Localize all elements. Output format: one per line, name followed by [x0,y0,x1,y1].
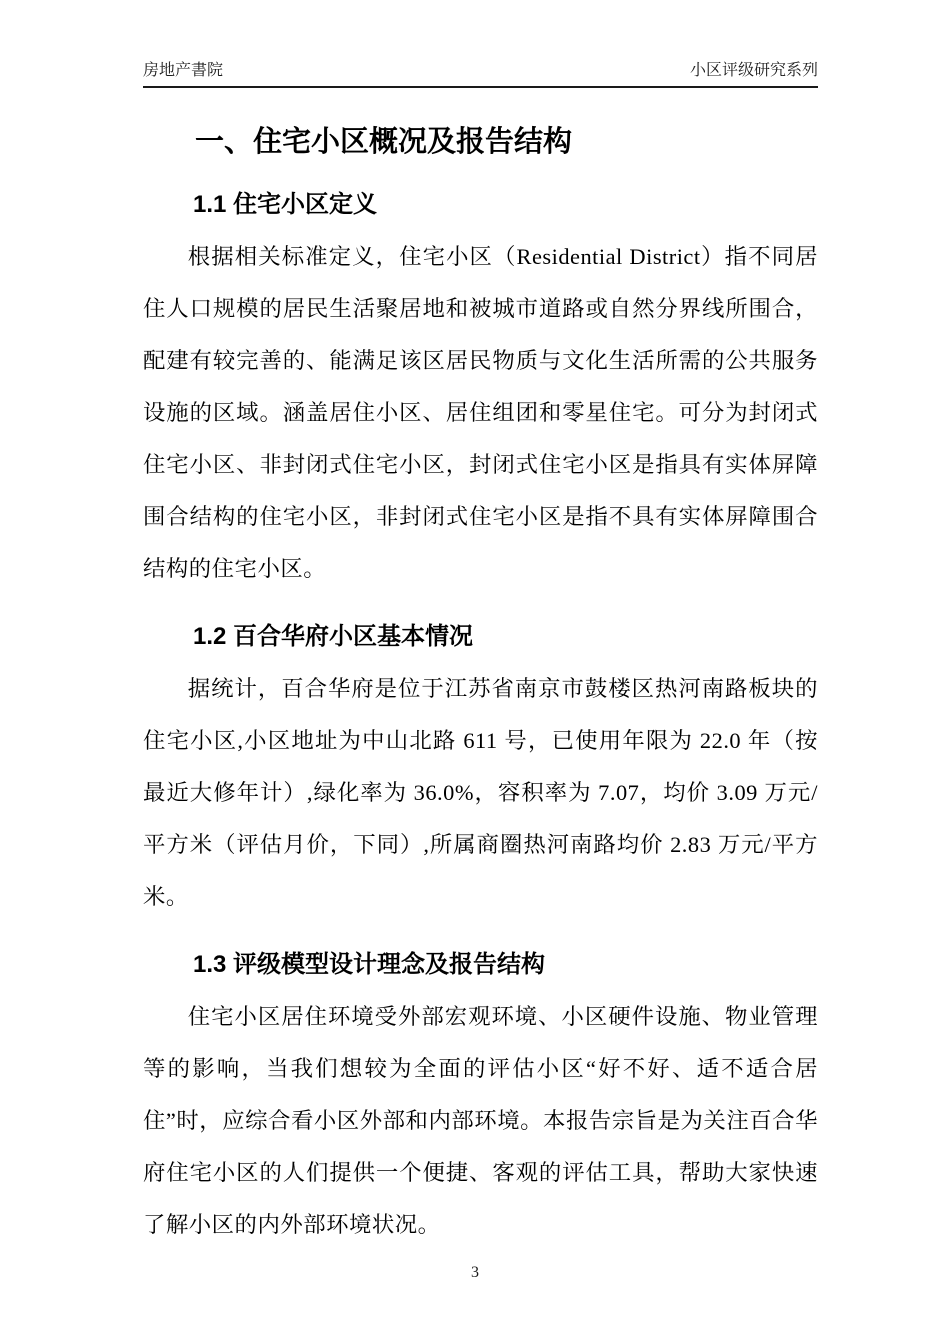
section-1-1-paragraph: 根据相关标准定义，住宅小区（Residential District）指不同居住人口规模的居民生活聚居地和被城市道路或自然分界线所围合，配建有较完善的、能满足该区居民物质与文化生活所需的公共服务设施的区域。涵盖居住小区、居住组团和零星住宅。可分为封闭式住宅小区、非封闭式住宅小区，封闭式住宅小区是指具有实体屏障围合结构的住宅小区，非封闭式住宅小区是指不具有实体屏障围合结构的住宅小区。 [143,244,818,581]
header-right-text: 小区评级研究系列 [689,62,818,79]
header-left-text: 房地产書院 [143,62,224,79]
section-heading-1-1: 1.1 住宅小区定义 [193,191,378,218]
section-1-2-paragraph: 据统计，百合华府是位于江苏省南京市鼓楼区热河南路板块的住宅小区,小区地址为中山北路 611 号，已使用年限为 22.0 年（按最近大修年计）,绿化率为 36.0%，容积率为 7.07，均价 3.09 万元/平方米（评估月价，下同）,所属商圈热河南路均价 2.83 万元/平方米。 [143,676,818,909]
chapter-title: 一、住宅小区概况及报告结构 [195,126,573,158]
section-1-3-paragraph: 住宅小区居住环境受外部宏观环境、小区硬件设施、物业管理等的影响，当我们想较为全面的评估小区“好不好、适不适合居住”时，应综合看小区外部和内部环境。本报告宗旨是为关注百合华府住宅小区的人们提供一个便捷、客观的评估工具，帮助大家快速了解小区的内外部环境状况。 [143,1004,818,1237]
page-number: 3 [471,1264,479,1281]
section-heading-1-3: 1.3 评级模型设计理念及报告结构 [193,951,546,978]
section-heading-1-2: 1.2 百合华府小区基本情况 [193,623,474,650]
running-header [143,0,818,88]
page-content [143,0,818,1267]
